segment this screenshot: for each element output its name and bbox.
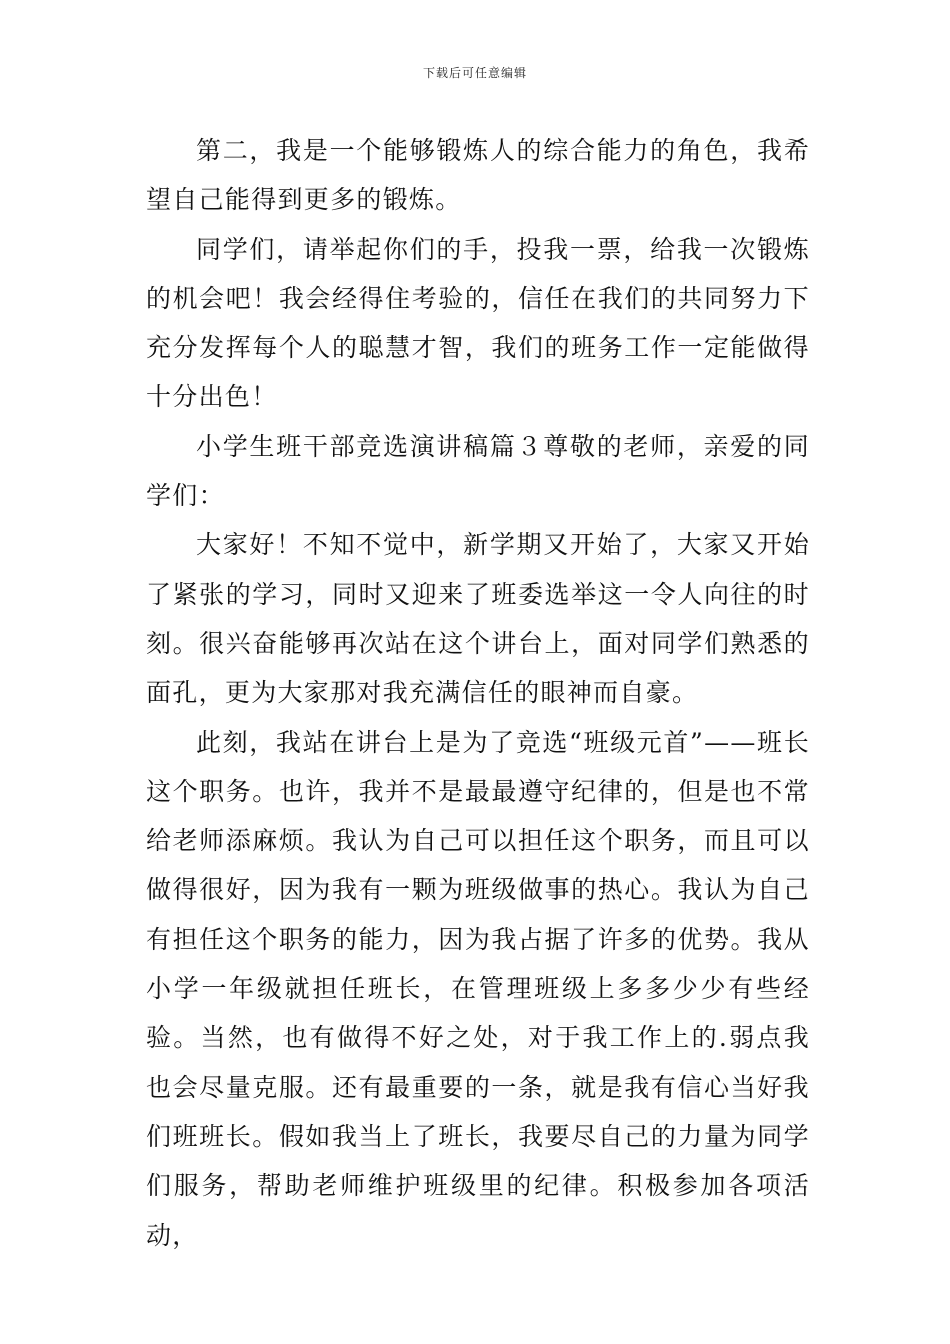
paragraph-4: 大家好！不知不觉中，新学期又开始了，大家又开始了紧张的学习，同时又迎来了班委选举这一令人向往的时刻。很兴奋能够再次站在这个讲台上，面对同学们熟悉的面孔，更为大家那对我充满信任的眼神而自豪。 — [146, 530, 810, 708]
paragraph-3: 小学生班干部竞选演讲稿篇３尊敬的老师，亲爱的同学们： — [146, 431, 810, 511]
document-body — [146, 126, 810, 1260]
paragraph-1: 第二，我是一个能够锻炼人的综合能力的角色，我希望自己能得到更多的锻炼。 — [146, 136, 810, 215]
paragraph-5: 此刻，我站在讲台上是为了竞选“班级元首”——班长这个职务。也许，我并不是最最遵守纪律的，但是也不常给老师添麻烦。我认为自己可以担任这个职务，而且可以做得很好，因为我有一颗为班级做事的热心。我认为自己有担任这个职务的能力，因为我占据了许多的优势。我从小学一年级就担任班长，在管理班级上多多少少有些经验。当然，也有做得不好之处，对于我工作上的.弱点我也会尽量克服。还有最重要的一条，就是我有信心当好我们班班长。假如我当上了班长，我要尽自己的力量为同学们服务，帮助老师维护班级里的纪律。积极参加各项活动， — [146, 727, 810, 1250]
page-header: 下载后可任意编辑 — [422, 66, 527, 80]
paragraph-2: 同学们，请举起你们的手，投我一票，给我一次锻炼的机会吧！我会经得住考验的，信任在我们的共同努力下充分发挥每个人的聪慧才智，我们的班务工作一定能做得十分出色！ — [146, 234, 810, 412]
